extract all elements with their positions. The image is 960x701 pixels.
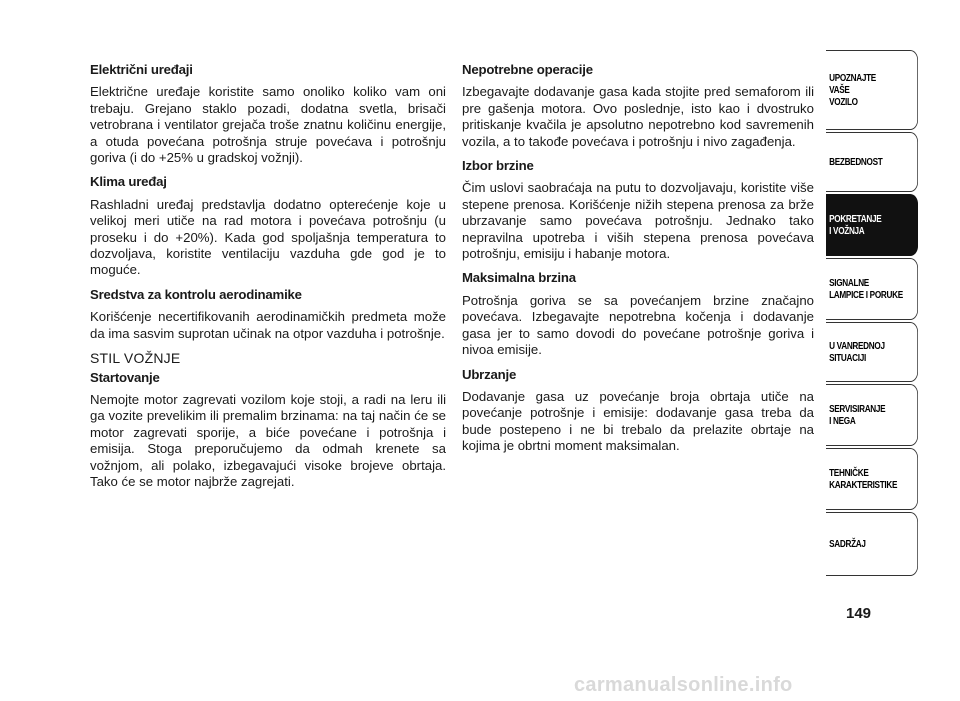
section-gear-selection	[462, 158, 814, 262]
section-acceleration	[462, 367, 814, 455]
right-column	[462, 62, 814, 463]
left-column	[90, 62, 446, 498]
section-text: Nemojte motor zagrevati vozilom koje stoji, a radi na leru ili ga vozite prevelikim ili premalim brzinama: na taj način će se motor zagrevati sporije, a biće povećane i potrošnja i emisija. Stoga preporučujemo da odmah krenete sa vožnjom, ali polako, izbegavajući visoke brojeve obrtaja. Tako će se motor najbrže zagrejati.	[90, 391, 446, 489]
section-text: Dodavanje gasa uz povećanje broja obrtaja utiče na povećanje potrošnje i emisije: dodavanje gasa treba da bude postepeno i ne bi trebalo da prelazite obrtaje na kojima je obrtni moment maksimalan.	[462, 388, 814, 454]
section-heading: Izbor brzine	[462, 158, 534, 174]
section-text: Čim uslovi saobraćaja na putu to dozvoljavaju, koristite više stepene prenosa. Korišćenje nižih stepena prenosa za brže ubrzavanje samo povećava potrošnju. Jednako tako nepravilna upotreba i viših stepena prenosa povećava potrošnju, emisiju i habanje motora.	[462, 180, 814, 262]
section-air-conditioning	[90, 174, 446, 278]
section-heading: Maksimalna brzina	[462, 270, 576, 286]
section-heading: Nepotrebne operacije	[462, 62, 593, 77]
section-text: Korišćenje necertifikovanih aerodinamičkih predmeta može da ima sasvim suprotan učinak na otpor vazduha i potrošnje.	[90, 309, 446, 341]
section-driving-style	[90, 350, 446, 490]
tab-pokretanje-i-voznja[interactable]: POKRETANJE I VOŽNJA	[826, 194, 918, 256]
section-heading: Startovanje	[90, 369, 160, 385]
chapter-heading: STIL VOŽNJE	[90, 350, 181, 367]
chapter-tabs	[826, 50, 920, 576]
watermark: carmanualsonline.info	[574, 674, 793, 696]
section-heading: Sredstva za kontrolu aerodinamike	[90, 286, 302, 302]
section-text: Rashladni uređaj predstavlja dodatno opterećenje koje u velikoj meri utiče na rad motora i povećava potrošnju (u proseku i do +20%). Kada god spoljašnja temperatura to dozvoljava, koristite ventilaciju vazduha gde god je to moguće.	[90, 196, 446, 278]
section-heading: Električni uređaji	[90, 62, 193, 77]
section-text: Potrošnja goriva se sa povećanjem brzine značajno povećava. Izbegavajte nepotrebna kočenja i dodavanje gasa jer to samo dovodi do povećane potrošnje goriva i nivoa emisije.	[462, 292, 814, 358]
tab-signalne-lampice-i-poruke[interactable]: SIGNALNE LAMPICE I PORUKE	[826, 258, 918, 320]
section-maximum-speed	[462, 270, 814, 358]
section-heading: Klima uređaj	[90, 174, 167, 190]
section-text: Električne uređaje koristite samo onoliko koliko vam oni trebaju. Grejano staklo pozadi, dodatna svetla, brisači vetrobrana i ventilator grejača troše znatnu količinu energije, a otuda povećana potrošnja struje povećava i potrošnju goriva (i do +25% u gradskoj vožnji).	[90, 84, 446, 166]
section-unnecessary-operations	[462, 62, 814, 150]
section-aerodynamics	[90, 287, 446, 342]
tab-sadrzaj[interactable]: SADRŽAJ	[826, 512, 918, 576]
section-heading: Ubrzanje	[462, 366, 517, 382]
tab-servisiranje-i-nega[interactable]: SERVISIRANJE I NEGA	[826, 384, 918, 446]
tab-tehnicke-karakteristike[interactable]: TEHNIČKE KARAKTERISTIKE	[826, 448, 918, 510]
page-number: 149	[846, 605, 872, 622]
tab-u-vanrednoj-situaciji[interactable]: U VANREDNOJ SITUACIJI	[826, 322, 918, 382]
section-text: Izbegavajte dodavanje gasa kada stojite pred semaforom ili pre gašenja motora. Ovo poslednje, isto kao i dvostruko pritiskanje kvačila je apsolutno nepotrebno kod savremenih vozila, a to takođe povećava i potrošnju i nivo zagađenja.	[462, 84, 814, 149]
tab-upoznajte-vase-vozilo[interactable]: UPOZNAJTE VAŠE VOZILO	[826, 50, 918, 130]
section-electrical-devices	[90, 62, 446, 166]
tab-bezbednost[interactable]: BEZBEDNOST	[826, 132, 918, 192]
